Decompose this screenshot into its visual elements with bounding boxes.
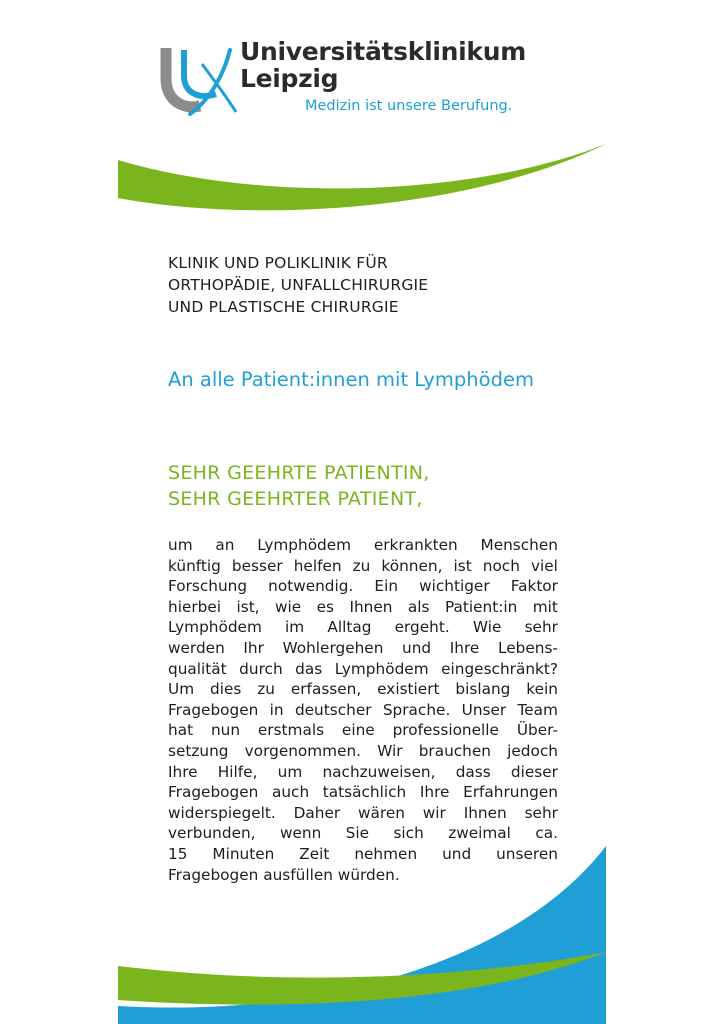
- body-line: hierbei ist, wie es Ihnen als Patient:in mit: [168, 597, 558, 616]
- body-line: setzung vorgenommen. Wir brauchen jedoch: [168, 741, 558, 760]
- university-logo-icon: [160, 44, 238, 116]
- body-line: Fragebogen auch tatsächlich Ihre Erfahrungen: [168, 783, 558, 802]
- greeting-line2: SEHR GEEHRTER PATIENT,: [168, 488, 423, 510]
- greeting: [168, 460, 430, 512]
- body-line: qualität durch das Lymphödem eingeschränkt?: [168, 659, 558, 678]
- page-title: An alle Patient:innen mit Lymphödem: [168, 368, 534, 391]
- top-swoosh-decoration: [0, 140, 724, 220]
- body-text: [168, 535, 558, 885]
- logo-name-line2: Leipzig: [240, 64, 339, 93]
- body-line: Ihre Hilfe, um nachzuweisen, dass dieser: [168, 762, 558, 781]
- body-line: Fragebogen ausfüllen würden.: [168, 865, 400, 884]
- logo-wordmark: [240, 38, 526, 92]
- body-line: Fragebogen in deutscher Sprache. Unser Team: [168, 700, 558, 719]
- logo-tagline: Medizin ist unsere Berufung.: [305, 98, 513, 114]
- greeting-line1: SEHR GEEHRTE PATIENTIN,: [168, 462, 430, 484]
- body-line: künftig besser helfen zu können, ist noch viel: [168, 556, 558, 575]
- clinic-name: [168, 252, 428, 318]
- body-line: werden Ihr Wohlergehen und Ihre Lebens-: [168, 638, 558, 657]
- body-line: verbunden, wenn Sie sich zweimal ca.: [168, 824, 558, 843]
- clinic-line1: KLINIK UND POLIKLINIK FÜR: [168, 254, 388, 272]
- logo-name-line1: Universitätsklinikum: [240, 37, 526, 66]
- clinic-line2: ORTHOPÄDIE, UNFALLCHIRURGIE: [168, 276, 429, 294]
- body-line: widerspiegelt. Daher wären wir Ihnen sehr: [168, 803, 558, 822]
- body-line: um an Lymphödem erkrankten Menschen: [168, 536, 558, 554]
- body-line: Lymphödem im Alltag ergeht. Wie sehr: [168, 618, 558, 637]
- body-line: 15 Minuten Zeit nehmen und unseren: [168, 844, 558, 863]
- body-line: Forschung notwendig. Ein wichtiger Faktor: [168, 577, 558, 596]
- body-line: Um dies zu erfassen, existiert bislang kein: [168, 680, 558, 699]
- body-line: hat nun erstmals eine professionelle Über-: [168, 721, 558, 740]
- clinic-line3: UND PLASTISCHE CHIRURGIE: [168, 298, 399, 316]
